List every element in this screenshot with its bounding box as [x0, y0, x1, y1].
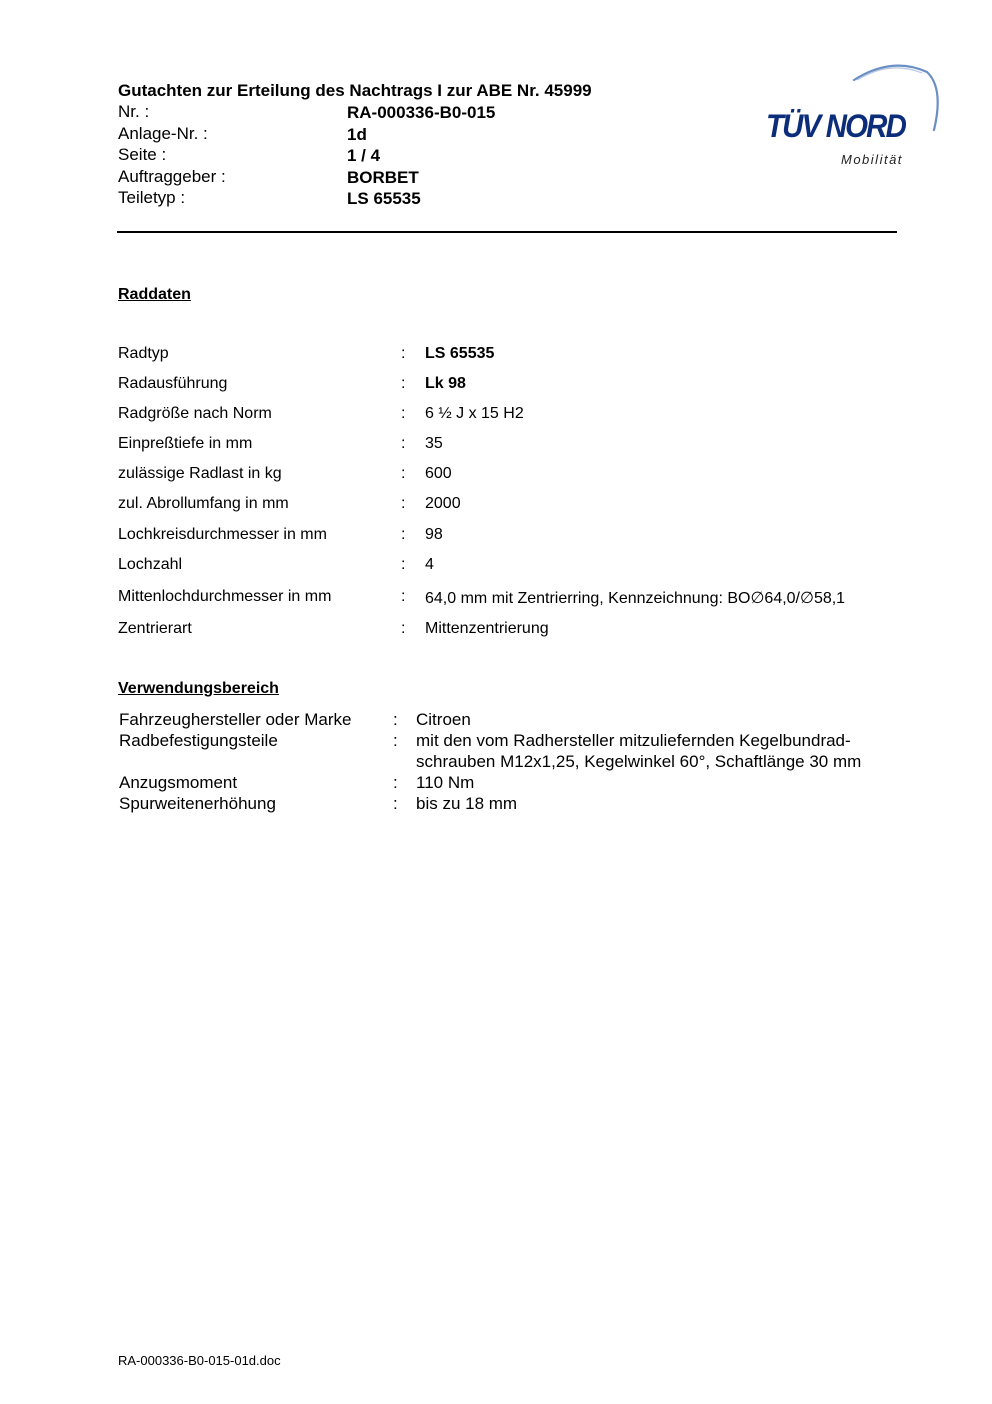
row-label: Zentrierart	[118, 619, 192, 637]
row-value: 6 ½ J x 15 H2	[425, 405, 524, 423]
logo-subtitle: Mobilität	[841, 152, 903, 167]
row-label: Radausführung	[118, 375, 228, 393]
row-value: LS 65535	[425, 345, 495, 362]
header-label: Anlage-Nr. :	[118, 123, 208, 143]
row-value: bis zu 18 mm	[416, 794, 518, 813]
table-row	[118, 793, 918, 814]
table-row	[118, 526, 918, 556]
header-value: 1 / 4	[347, 146, 381, 165]
row-separator: :	[401, 495, 406, 513]
section-heading-verwendungsbereich: Verwendungsbereich	[118, 680, 279, 697]
usage-table	[118, 709, 918, 814]
header-divider	[117, 231, 897, 233]
row-label: Anzugsmoment	[119, 773, 238, 792]
row-value: 64,0 mm mit Zentrierring, Kennzeichnung: BO∅64,0/∅58,1	[425, 589, 846, 607]
logo-brand: TÜV NORD	[766, 108, 906, 144]
row-label: Lochzahl	[118, 555, 183, 573]
row-separator: :	[393, 773, 398, 792]
row-separator: :	[401, 465, 406, 483]
row-label: Radbefestigungsteile	[119, 731, 278, 750]
row-label: zul. Abrollumfang in mm	[118, 495, 289, 513]
row-value: 110 Nm	[416, 773, 475, 792]
row-separator: :	[401, 587, 406, 605]
row-separator: :	[393, 794, 398, 813]
table-row	[118, 375, 918, 405]
header-value: RA-000336-B0-015	[347, 103, 496, 122]
row-label: Fahrzeughersteller oder Marke	[119, 710, 352, 729]
row-label: Mittenlochdurchmesser in mm	[118, 587, 332, 605]
table-row	[118, 405, 918, 435]
header-value: 1d	[347, 124, 367, 144]
row-label: Radtyp	[118, 345, 169, 362]
header-value: BORBET	[347, 167, 419, 187]
row-value: mit den vom Radhersteller mitzuliefernden Kegelbundrad-schrauben M12x1,25, Kegelwinkel 60°, Schaftlänge 30 mm	[416, 731, 862, 771]
header-label: Nr. :	[118, 102, 150, 121]
table-row	[118, 556, 918, 586]
row-value: Mittenzentrierung	[425, 619, 549, 637]
table-row	[118, 465, 918, 495]
row-separator: :	[401, 405, 406, 423]
row-value: Citroen	[416, 710, 471, 729]
section-heading-raddaten: Raddaten	[118, 286, 191, 303]
row-separator: :	[393, 710, 398, 729]
header-label: Seite :	[118, 145, 167, 164]
row-separator: :	[401, 555, 406, 573]
footer-filename: RA-000336-B0-015-01d.doc	[118, 1353, 281, 1368]
table-row	[118, 709, 918, 730]
row-separator: :	[401, 435, 406, 453]
table-row	[118, 620, 918, 650]
row-value: 4	[425, 555, 434, 573]
header-value: LS 65535	[347, 189, 421, 208]
row-label: Lochkreisdurchmesser in mm	[118, 525, 327, 543]
row-label: Spurweitenerhöhung	[119, 794, 276, 813]
row-value: Lk 98	[425, 375, 466, 393]
tuev-nord-logo	[762, 58, 942, 173]
header-label: Auftraggeber :	[118, 166, 226, 186]
table-row	[118, 495, 918, 525]
wheel-data-table	[118, 345, 918, 650]
table-row	[118, 772, 918, 793]
table-row	[118, 345, 918, 375]
row-separator: :	[401, 619, 406, 637]
row-label: Einpreßtiefe in mm	[118, 435, 253, 453]
table-row	[118, 435, 918, 465]
row-value: 98	[425, 525, 443, 543]
row-label: zulässige Radlast in kg	[118, 465, 282, 483]
row-value: 600	[425, 465, 452, 483]
row-separator: :	[401, 525, 406, 543]
row-value: 35	[425, 435, 443, 453]
table-row	[118, 586, 918, 620]
row-separator: :	[401, 345, 406, 362]
document-title: Gutachten zur Erteilung des Nachtrags I zur ABE Nr. 45999	[118, 81, 592, 100]
table-row	[118, 730, 918, 772]
row-separator: :	[401, 375, 406, 393]
row-value: 2000	[425, 495, 461, 513]
row-label: Radgröße nach Norm	[118, 405, 272, 423]
header-label: Teiletyp :	[118, 188, 186, 207]
row-separator: :	[393, 731, 398, 750]
